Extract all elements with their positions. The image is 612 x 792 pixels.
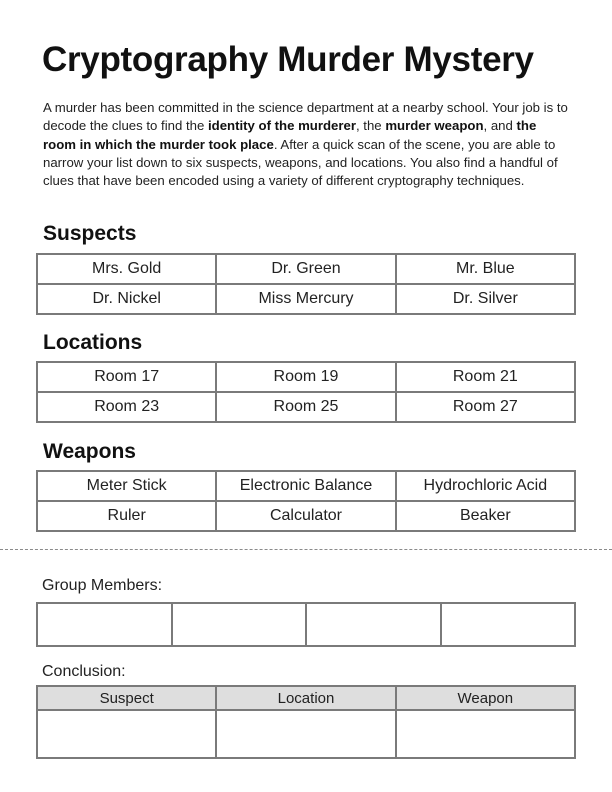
location-cell: Room 23 (37, 392, 216, 422)
table-row (37, 362, 575, 392)
intro-emphasis-room: the room in which the murder took place (43, 118, 537, 152)
weapons-table (36, 470, 576, 532)
suspect-cell: Dr. Green (216, 254, 395, 284)
intro-emphasis-murderer: identity of the murderer (207, 118, 356, 134)
conclusion-suspect-field[interactable] (37, 710, 216, 758)
table-header-row (37, 686, 575, 710)
weapon-cell: Ruler (37, 501, 216, 531)
group-member-field[interactable] (441, 603, 576, 646)
intro-text: , and (483, 118, 517, 134)
table-row (37, 284, 575, 314)
suspect-cell: Mr. Blue (396, 254, 575, 284)
intro-text: , the (355, 118, 386, 134)
weapon-cell: Meter Stick (37, 471, 216, 501)
location-cell: Room 25 (216, 392, 395, 422)
location-cell: Room 27 (396, 392, 575, 422)
conclusion-header-suspect: Suspect (37, 686, 216, 710)
intro-text: . After a quick scan of the scene, you are able to narrow your list down to six suspects, weapons, and locations. You also find a handful of clues that have been encoded using a variety of different cryptography techniques. (43, 136, 558, 189)
conclusion-header-location: Location (216, 686, 395, 710)
group-members-label: Group Members: (42, 577, 163, 594)
location-cell: Room 19 (216, 362, 395, 392)
table-row (37, 471, 575, 501)
table-row (37, 501, 575, 531)
intro-text: A murder has been committed in the science department at a nearby school. Your job is to decode the clues to find the (43, 100, 568, 134)
table-row (37, 392, 575, 422)
weapon-cell: Electronic Balance (216, 471, 395, 501)
intro-paragraph (43, 99, 568, 190)
locations-table (36, 361, 576, 423)
intro-emphasis-weapon: murder weapon (385, 118, 484, 134)
conclusion-location-field[interactable] (216, 710, 395, 758)
cut-line-divider (0, 549, 612, 550)
table-row (37, 254, 575, 284)
group-member-field[interactable] (172, 603, 307, 646)
suspects-table (36, 253, 576, 315)
conclusion-table (36, 685, 576, 759)
conclusion-header-weapon: Weapon (396, 686, 575, 710)
suspect-cell: Mrs. Gold (37, 254, 216, 284)
suspects-heading: Suspects (43, 222, 137, 245)
location-cell: Room 17 (37, 362, 216, 392)
group-members-table (36, 602, 576, 647)
location-cell: Room 21 (396, 362, 575, 392)
weapon-cell: Calculator (216, 501, 395, 531)
conclusion-weapon-field[interactable] (396, 710, 575, 758)
suspect-cell: Dr. Nickel (37, 284, 216, 314)
weapon-cell: Hydrochloric Acid (396, 471, 575, 501)
table-row (37, 710, 575, 758)
conclusion-label: Conclusion: (42, 663, 126, 680)
suspect-cell: Dr. Silver (396, 284, 575, 314)
group-member-field[interactable] (37, 603, 172, 646)
page-title: Cryptography Murder Mystery (42, 40, 534, 79)
table-row (37, 603, 575, 646)
weapons-heading: Weapons (43, 440, 136, 463)
locations-heading: Locations (43, 331, 143, 354)
suspect-cell: Miss Mercury (216, 284, 395, 314)
group-member-field[interactable] (306, 603, 441, 646)
weapon-cell: Beaker (396, 501, 575, 531)
